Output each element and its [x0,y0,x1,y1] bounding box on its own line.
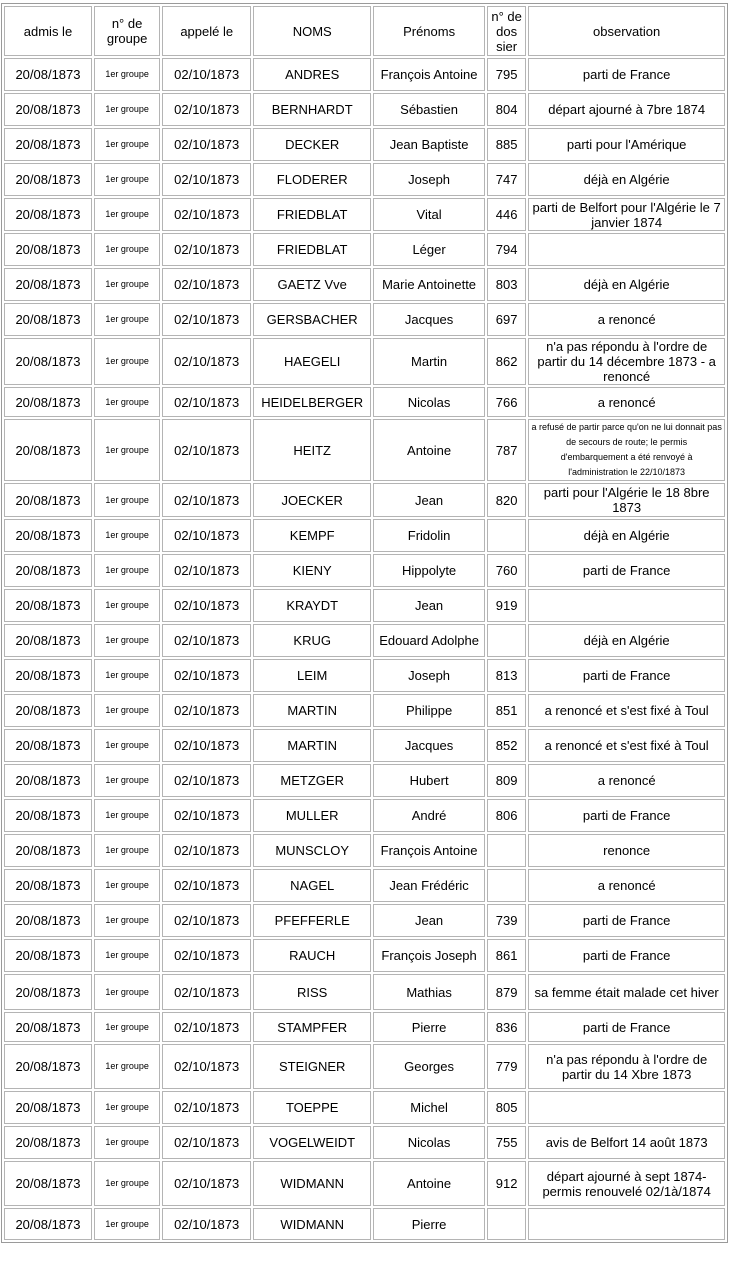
cell-admis: 20/08/1873 [4,1126,92,1159]
cell-admis: 20/08/1873 [4,939,92,972]
cell-appele: 02/10/1873 [162,1208,251,1240]
cell-admis: 20/08/1873 [4,659,92,692]
cell-groupe: 1er groupe [94,93,160,126]
cell-observation: déjà en Algérie [528,268,725,301]
cell-groupe: 1er groupe [94,198,160,231]
cell-prenom: Hippolyte [373,554,485,587]
cell-prenom: François Antoine [373,58,485,91]
cell-appele: 02/10/1873 [162,128,251,161]
cell-admis: 20/08/1873 [4,483,92,517]
cell-dossier: 446 [487,198,526,231]
cell-observation: départ ajourné à sept 1874- permis renouvelé 02/1à/1874 [528,1161,725,1206]
cell-dossier: 795 [487,58,526,91]
cell-admis: 20/08/1873 [4,419,92,481]
cell-nom: HAEGELI [253,338,371,385]
cell-admis: 20/08/1873 [4,694,92,727]
cell-prenom: Sébastien [373,93,485,126]
cell-dossier: 919 [487,589,526,622]
cell-groupe: 1er groupe [94,554,160,587]
table-row [4,1091,725,1124]
cell-dossier: 747 [487,163,526,196]
cell-admis: 20/08/1873 [4,974,92,1010]
cell-appele: 02/10/1873 [162,1044,251,1089]
cell-nom: KRUG [253,624,371,657]
cell-prenom: Jacques [373,303,485,336]
cell-nom: HEIDELBERGER [253,387,371,417]
table-row [4,233,725,266]
cell-groupe: 1er groupe [94,939,160,972]
cell-prenom: Jean [373,483,485,517]
cell-prenom: Philippe [373,694,485,727]
cell-observation: parti de France [528,939,725,972]
cell-admis: 20/08/1873 [4,799,92,832]
cell-observation: parti pour l'Algérie le 18 8bre 1873 [528,483,725,517]
cell-admis: 20/08/1873 [4,128,92,161]
cell-appele: 02/10/1873 [162,387,251,417]
cell-dossier: 779 [487,1044,526,1089]
cell-prenom: Vital [373,198,485,231]
cell-dossier: 912 [487,1161,526,1206]
cell-groupe: 1er groupe [94,1126,160,1159]
cell-dossier: 760 [487,554,526,587]
header-appele: appelé le [162,6,251,56]
cell-observation: a refusé de partir parce qu'on ne lui donnait pas de secours de route; le permis d'embarquement a été renvoyé à l'administration le 22/10/1873 [528,419,725,481]
table-row [4,519,725,552]
table-row [4,338,725,385]
table-row [4,1126,725,1159]
table-row [4,729,725,762]
cell-dossier: 813 [487,659,526,692]
cell-groupe: 1er groupe [94,974,160,1010]
table-row [4,834,725,867]
cell-appele: 02/10/1873 [162,904,251,937]
header-noms: NOMS [253,6,371,56]
table-row [4,904,725,937]
cell-dossier: 852 [487,729,526,762]
cell-admis: 20/08/1873 [4,58,92,91]
cell-dossier: 862 [487,338,526,385]
cell-dossier [487,869,526,902]
header-admis: admis le [4,6,92,56]
table-row [4,419,725,481]
cell-observation: parti pour l'Amérique [528,128,725,161]
table-row [4,939,725,972]
cell-observation: parti de France [528,904,725,937]
cell-dossier: 804 [487,93,526,126]
cell-admis: 20/08/1873 [4,834,92,867]
cell-observation: a renoncé et s'est fixé à Toul [528,729,725,762]
table-row [4,1161,725,1206]
table-row [4,1044,725,1089]
cell-dossier: 697 [487,303,526,336]
cell-prenom: Marie Antoinette [373,268,485,301]
cell-nom: FLODERER [253,163,371,196]
cell-observation: parti de France [528,1012,725,1042]
cell-groupe: 1er groupe [94,1208,160,1240]
cell-prenom: Léger [373,233,485,266]
header-row [4,6,725,56]
cell-nom: GAETZ Vve [253,268,371,301]
cell-prenom: Pierre [373,1012,485,1042]
cell-groupe: 1er groupe [94,233,160,266]
cell-admis: 20/08/1873 [4,729,92,762]
cell-observation: parti de France [528,58,725,91]
cell-nom: HEITZ [253,419,371,481]
cell-appele: 02/10/1873 [162,419,251,481]
cell-admis: 20/08/1873 [4,338,92,385]
cell-prenom: Mathias [373,974,485,1010]
cell-observation: a renoncé [528,764,725,797]
table-row [4,1012,725,1042]
cell-prenom: Edouard Adolphe [373,624,485,657]
cell-groupe: 1er groupe [94,1161,160,1206]
table-row [4,198,725,231]
cell-appele: 02/10/1873 [162,869,251,902]
table-row [4,624,725,657]
cell-prenom: Joseph [373,163,485,196]
cell-appele: 02/10/1873 [162,198,251,231]
cell-appele: 02/10/1873 [162,834,251,867]
table-row [4,764,725,797]
cell-dossier: 885 [487,128,526,161]
table-row [4,799,725,832]
cell-groupe: 1er groupe [94,869,160,902]
cell-dossier [487,834,526,867]
table-row [4,694,725,727]
cell-nom: VOGELWEIDT [253,1126,371,1159]
cell-prenom: Fridolin [373,519,485,552]
cell-appele: 02/10/1873 [162,764,251,797]
cell-dossier: 861 [487,939,526,972]
cell-observation: n'a pas répondu à l'ordre de partir du 14 décembre 1873 - a renoncé [528,338,725,385]
cell-dossier: 806 [487,799,526,832]
cell-admis: 20/08/1873 [4,519,92,552]
cell-observation: a renoncé [528,387,725,417]
cell-appele: 02/10/1873 [162,659,251,692]
table-row [4,163,725,196]
cell-admis: 20/08/1873 [4,1044,92,1089]
cell-prenom: Antoine [373,419,485,481]
cell-observation: parti de France [528,799,725,832]
cell-admis: 20/08/1873 [4,93,92,126]
cell-appele: 02/10/1873 [162,58,251,91]
cell-groupe: 1er groupe [94,519,160,552]
cell-appele: 02/10/1873 [162,939,251,972]
cell-groupe: 1er groupe [94,659,160,692]
cell-observation: a renoncé [528,869,725,902]
table-row [4,554,725,587]
cell-observation: sa femme était malade cet hiver [528,974,725,1010]
table-row [4,589,725,622]
cell-dossier: 820 [487,483,526,517]
cell-nom: NAGEL [253,869,371,902]
cell-appele: 02/10/1873 [162,1012,251,1042]
cell-admis: 20/08/1873 [4,764,92,797]
cell-prenom: Joseph [373,659,485,692]
cell-dossier [487,624,526,657]
cell-groupe: 1er groupe [94,834,160,867]
cell-appele: 02/10/1873 [162,729,251,762]
cell-nom: LEIM [253,659,371,692]
cell-groupe: 1er groupe [94,268,160,301]
table-row [4,58,725,91]
table-row [4,387,725,417]
cell-nom: FRIEDBLAT [253,233,371,266]
cell-nom: MARTIN [253,694,371,727]
cell-dossier: 794 [487,233,526,266]
cell-admis: 20/08/1873 [4,1161,92,1206]
cell-admis: 20/08/1873 [4,869,92,902]
cell-prenom: Antoine [373,1161,485,1206]
cell-admis: 20/08/1873 [4,233,92,266]
cell-groupe: 1er groupe [94,764,160,797]
cell-admis: 20/08/1873 [4,624,92,657]
cell-dossier: 836 [487,1012,526,1042]
cell-observation [528,589,725,622]
cell-observation: a renoncé [528,303,725,336]
cell-groupe: 1er groupe [94,303,160,336]
cell-appele: 02/10/1873 [162,233,251,266]
cell-observation [528,233,725,266]
table-row [4,268,725,301]
cell-appele: 02/10/1873 [162,163,251,196]
cell-admis: 20/08/1873 [4,1208,92,1240]
cell-appele: 02/10/1873 [162,1126,251,1159]
cell-appele: 02/10/1873 [162,554,251,587]
cell-appele: 02/10/1873 [162,483,251,517]
cell-dossier: 805 [487,1091,526,1124]
cell-prenom: Jacques [373,729,485,762]
cell-observation: parti de Belfort pour l'Algérie le 7 janvier 1874 [528,198,725,231]
cell-nom: BERNHARDT [253,93,371,126]
cell-nom: MUNSCLOY [253,834,371,867]
cell-prenom: Georges [373,1044,485,1089]
cell-nom: JOECKER [253,483,371,517]
cell-appele: 02/10/1873 [162,303,251,336]
cell-appele: 02/10/1873 [162,519,251,552]
cell-dossier: 787 [487,419,526,481]
cell-appele: 02/10/1873 [162,589,251,622]
table-row [4,303,725,336]
cell-prenom: Martin [373,338,485,385]
cell-observation: déjà en Algérie [528,624,725,657]
cell-prenom: Michel [373,1091,485,1124]
cell-nom: WIDMANN [253,1208,371,1240]
cell-appele: 02/10/1873 [162,1161,251,1206]
cell-dossier: 809 [487,764,526,797]
cell-groupe: 1er groupe [94,904,160,937]
cell-observation: parti de France [528,554,725,587]
table-row [4,1208,725,1240]
table-row [4,869,725,902]
cell-groupe: 1er groupe [94,419,160,481]
cell-groupe: 1er groupe [94,163,160,196]
table-row [4,974,725,1010]
cell-nom: RAUCH [253,939,371,972]
cell-groupe: 1er groupe [94,483,160,517]
cell-observation [528,1208,725,1240]
cell-observation: départ ajourné à 7bre 1874 [528,93,725,126]
cell-appele: 02/10/1873 [162,624,251,657]
cell-admis: 20/08/1873 [4,1012,92,1042]
cell-observation: parti de France [528,659,725,692]
cell-nom: GERSBACHER [253,303,371,336]
header-dossier: n° de dos sier [487,6,526,56]
header-prenoms: Prénoms [373,6,485,56]
cell-dossier [487,519,526,552]
cell-nom: METZGER [253,764,371,797]
cell-dossier [487,1208,526,1240]
cell-observation: a renoncé et s'est fixé à Toul [528,694,725,727]
cell-dossier: 766 [487,387,526,417]
table-row [4,483,725,517]
cell-appele: 02/10/1873 [162,268,251,301]
table-row [4,659,725,692]
cell-admis: 20/08/1873 [4,198,92,231]
cell-groupe: 1er groupe [94,624,160,657]
cell-nom: KIENY [253,554,371,587]
cell-nom: KRAYDT [253,589,371,622]
cell-groupe: 1er groupe [94,1044,160,1089]
cell-observation: déjà en Algérie [528,163,725,196]
cell-prenom: Nicolas [373,387,485,417]
cell-nom: STEIGNER [253,1044,371,1089]
cell-appele: 02/10/1873 [162,974,251,1010]
cell-observation [528,1091,725,1124]
cell-admis: 20/08/1873 [4,589,92,622]
register-table [1,3,728,1243]
cell-nom: TOEPPE [253,1091,371,1124]
cell-admis: 20/08/1873 [4,1091,92,1124]
cell-prenom: Nicolas [373,1126,485,1159]
cell-groupe: 1er groupe [94,1091,160,1124]
cell-prenom: Hubert [373,764,485,797]
header-groupe: n° de groupe [94,6,160,56]
cell-appele: 02/10/1873 [162,93,251,126]
cell-nom: MARTIN [253,729,371,762]
cell-groupe: 1er groupe [94,58,160,91]
cell-nom: WIDMANN [253,1161,371,1206]
cell-prenom: Jean [373,589,485,622]
cell-admis: 20/08/1873 [4,268,92,301]
cell-prenom: Jean Frédéric [373,869,485,902]
cell-prenom: Jean Baptiste [373,128,485,161]
header-observation: observation [528,6,725,56]
cell-groupe: 1er groupe [94,694,160,727]
cell-groupe: 1er groupe [94,729,160,762]
cell-prenom: Pierre [373,1208,485,1240]
cell-dossier: 739 [487,904,526,937]
cell-observation: déjà en Algérie [528,519,725,552]
cell-groupe: 1er groupe [94,799,160,832]
cell-prenom: Jean [373,904,485,937]
cell-groupe: 1er groupe [94,128,160,161]
cell-nom: MULLER [253,799,371,832]
cell-observation: avis de Belfort 14 août 1873 [528,1126,725,1159]
cell-nom: RISS [253,974,371,1010]
cell-groupe: 1er groupe [94,387,160,417]
cell-appele: 02/10/1873 [162,694,251,727]
cell-admis: 20/08/1873 [4,554,92,587]
cell-dossier: 803 [487,268,526,301]
cell-nom: STAMPFER [253,1012,371,1042]
cell-dossier: 879 [487,974,526,1010]
cell-admis: 20/08/1873 [4,904,92,937]
cell-admis: 20/08/1873 [4,387,92,417]
cell-prenom: François Joseph [373,939,485,972]
cell-appele: 02/10/1873 [162,338,251,385]
cell-groupe: 1er groupe [94,589,160,622]
table-row [4,128,725,161]
cell-nom: FRIEDBLAT [253,198,371,231]
cell-nom: DECKER [253,128,371,161]
cell-appele: 02/10/1873 [162,1091,251,1124]
cell-admis: 20/08/1873 [4,303,92,336]
cell-nom: PFEFFERLE [253,904,371,937]
cell-appele: 02/10/1873 [162,799,251,832]
table-row [4,93,725,126]
cell-nom: ANDRES [253,58,371,91]
cell-observation: n'a pas répondu à l'ordre de partir du 14 Xbre 1873 [528,1044,725,1089]
cell-nom: KEMPF [253,519,371,552]
cell-prenom: François Antoine [373,834,485,867]
cell-groupe: 1er groupe [94,338,160,385]
cell-admis: 20/08/1873 [4,163,92,196]
cell-dossier: 755 [487,1126,526,1159]
cell-groupe: 1er groupe [94,1012,160,1042]
cell-dossier: 851 [487,694,526,727]
cell-observation: renonce [528,834,725,867]
cell-prenom: André [373,799,485,832]
